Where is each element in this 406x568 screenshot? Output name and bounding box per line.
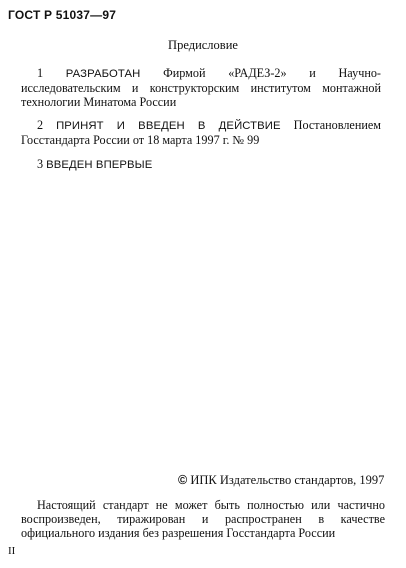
item-number: 2 <box>37 118 44 132</box>
item-number: 3 <box>37 157 44 171</box>
item-lead: ВВЕДЕН ВПЕРВЫЕ <box>46 159 153 171</box>
item-text: Постановлением Госстандарта России от 18 марта 1997 г. № 99 <box>21 118 382 147</box>
page-title: Предисловие <box>168 38 238 52</box>
item-text: Фирмой «РАДЕЗ-2» и Научно-исследовательским и конструкторским институтом монтажной технологии Минатома России <box>21 66 381 109</box>
reproduction-notice: Настоящий стандарт не может быть полностью или частично воспроизведен, тиражирован и распространен в качестве официального издания без разрешения Госстандарта России <box>21 498 385 540</box>
copyright-line <box>178 473 384 488</box>
standard-code: ГОСТ Р 51037—97 <box>8 8 117 22</box>
item-number: 1 <box>37 66 44 80</box>
preface-item-1 <box>21 66 381 109</box>
item-lead: ПРИНЯТ И ВВЕДЕН В ДЕЙСТВИЕ <box>56 120 281 132</box>
preface-item-3 <box>21 157 381 172</box>
preface-item-2 <box>21 118 381 147</box>
copyright-text: ИПК Издательство стандартов, 1997 <box>190 473 385 487</box>
item-lead: РАЗРАБОТАН <box>65 68 141 80</box>
copyright-mark: © <box>178 473 188 487</box>
page-number: II <box>8 545 16 557</box>
